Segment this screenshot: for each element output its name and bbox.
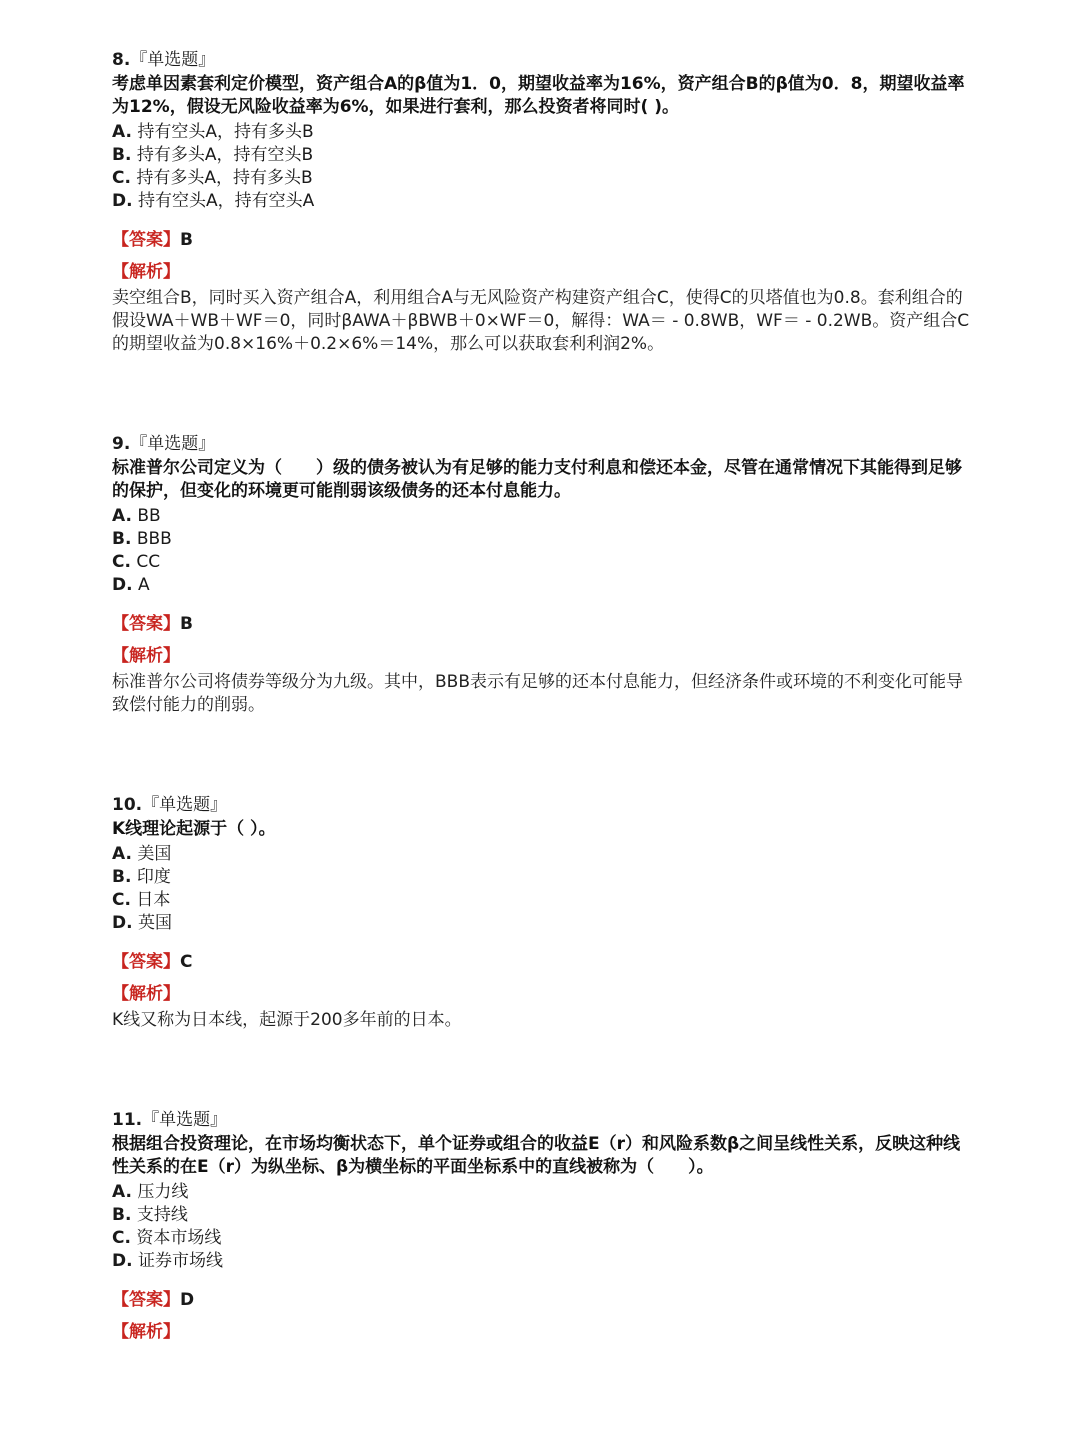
option-a: A. BB [112, 506, 161, 526]
option-list [112, 121, 972, 213]
answer-line [112, 228, 972, 252]
question-number: 10. [112, 795, 143, 815]
question-title [112, 1108, 972, 1132]
question-8 [112, 48, 972, 356]
question-title [112, 793, 972, 817]
answer-value: B [180, 230, 193, 250]
analysis-label: 【解析】 [112, 1322, 180, 1342]
answer-line [112, 1288, 972, 1312]
option-d: D. 英国 [112, 913, 172, 933]
option-a: A. 美国 [112, 844, 172, 864]
answer-line [112, 950, 972, 974]
option-list [112, 1181, 972, 1273]
analysis-label: 【解析】 [112, 984, 180, 1004]
option-d: D. 持有空头A，持有空头A [112, 191, 315, 211]
option-list [112, 505, 972, 597]
question-title [112, 432, 972, 456]
option-c: C. 持有多头A，持有多头B [112, 168, 313, 188]
answer-label: 【答案】 [112, 1290, 180, 1310]
option-a: A. 持有空头A，持有多头B [112, 122, 314, 142]
question-number: 8. [112, 50, 131, 70]
analysis-text: 标准普尔公司将债券等级分为九级。其中，BBB表示有足够的还本付息能力，但经济条件或环境的不利变化可能导致偿付能力的削弱。 [112, 672, 963, 715]
option-list [112, 843, 972, 935]
question-type: 『单选题』 [142, 795, 228, 815]
option-b: B. BBB [112, 529, 172, 549]
question-type: 『单选题』 [142, 1110, 228, 1130]
question-stem: K线理论起源于（ ）。 [112, 819, 276, 839]
analysis-label: 【解析】 [112, 646, 180, 666]
option-b: B. 持有多头A，持有空头B [112, 145, 314, 165]
answer-line [112, 612, 972, 636]
analysis-text: 卖空组合B，同时买入资产组合A，利用组合A与无风险资产构建资产组合C，使得C的贝塔值也为0.8。套利组合的假设WA＋WB＋WF＝0，同时βAWA＋βBWB＋0×WF＝0，解得：WA＝ - 0.8WB，WF＝ - 0.2WB。资产组合C的期望收益为0.8×16%＋0.2×6%＝14%，那么可以获取套利利润2%。 [112, 288, 970, 354]
answer-value: C [180, 952, 193, 972]
option-b: B. 印度 [112, 867, 171, 887]
analysis-text: K线又称为日本线，起源于200多年前的日本。 [112, 1010, 462, 1030]
answer-label: 【答案】 [112, 952, 180, 972]
answer-label: 【答案】 [112, 230, 180, 250]
question-number: 9. [112, 434, 131, 454]
answer-label: 【答案】 [112, 614, 180, 634]
question-type: 『单选题』 [130, 50, 216, 70]
question-stem: 考虑单因素套利定价模型，资产组合A的β值为1．0，期望收益率为16%，资产组合B的β值为0．8，期望收益率为12%，假设无风险收益率为6%，如果进行套利，那么投资者将同时( )。 [112, 74, 965, 117]
option-a: A. 压力线 [112, 1182, 189, 1202]
option-b: B. 支持线 [112, 1205, 188, 1225]
question-stem: 根据组合投资理论，在市场均衡状态下，单个证券或组合的收益E（r）和风险系数β之间呈线性关系，反映这种线性关系的在E（r）为纵坐标、β为横坐标的平面坐标系中的直线被称为（ ）。 [112, 1134, 961, 1177]
question-11 [112, 1108, 972, 1344]
analysis-label: 【解析】 [112, 262, 180, 282]
question-type: 『单选题』 [130, 434, 216, 454]
option-c: C. CC [112, 552, 161, 572]
option-d: D. 证券市场线 [112, 1251, 223, 1271]
question-10 [112, 793, 972, 1032]
question-number: 11. [112, 1110, 143, 1130]
option-c: C. 资本市场线 [112, 1228, 222, 1248]
answer-value: B [180, 614, 193, 634]
question-9 [112, 432, 972, 717]
option-c: C. 日本 [112, 890, 171, 910]
question-title [112, 48, 972, 72]
question-stem: 标准普尔公司定义为（ ）级的债务被认为有足够的能力支付利息和偿还本金，尽管在通常情况下其能得到足够的保护，但变化的环境更可能削弱该级债务的还本付息能力。 [112, 458, 962, 501]
answer-value: D [180, 1290, 195, 1310]
option-d: D. A [112, 575, 150, 595]
